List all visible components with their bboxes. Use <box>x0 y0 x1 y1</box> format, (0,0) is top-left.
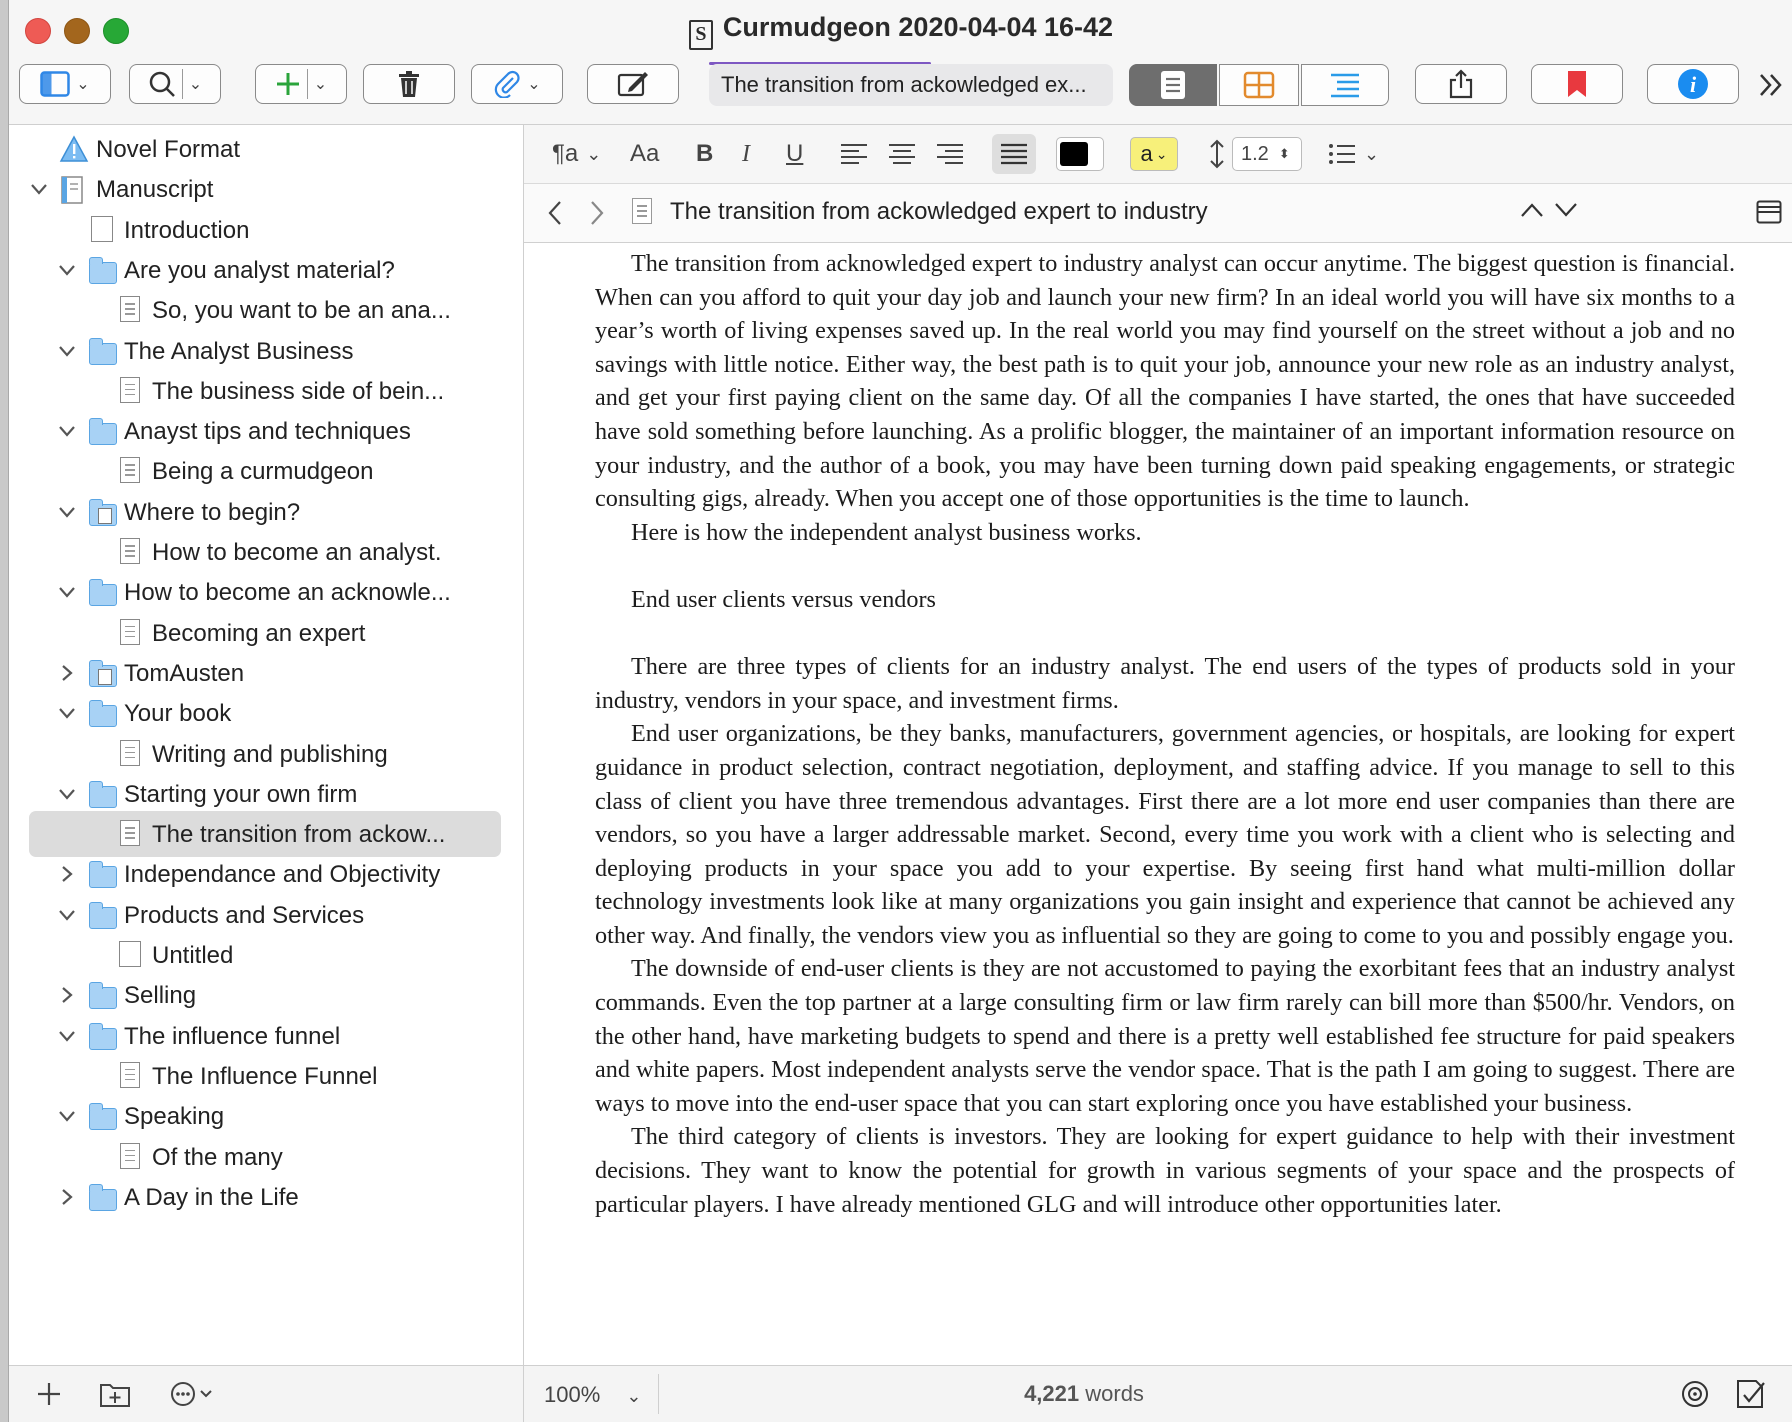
chevron-down-icon[interactable] <box>28 178 50 200</box>
binder-item[interactable] <box>9 530 523 574</box>
binder-item[interactable] <box>9 973 523 1017</box>
zoom-value: 100% <box>544 1382 601 1407</box>
align-right-button[interactable] <box>936 137 964 171</box>
binder-item-label: Products and Services <box>124 901 365 929</box>
binder-item-label: Being a curmudgeon <box>152 458 374 486</box>
add-folder-icon[interactable] <box>99 1380 131 1415</box>
blank-paragraph[interactable] <box>595 617 1735 651</box>
paragraph[interactable]: Here is how the independent analyst business works. <box>631 518 1142 546</box>
binder-item[interactable] <box>9 167 523 211</box>
folder-doc-icon <box>89 498 115 526</box>
text-doc-icon <box>117 740 143 768</box>
paragraph[interactable]: End user clients versus vendors <box>631 585 936 613</box>
binder-item[interactable] <box>9 1175 523 1219</box>
format-bar <box>524 125 1792 184</box>
folder-icon <box>89 1102 115 1130</box>
binder-item-label: Writing and publishing <box>152 740 388 768</box>
binder-item[interactable] <box>9 208 523 252</box>
chevron-right-icon <box>588 200 606 226</box>
binder-item-label: Starting your own firm <box>124 780 358 808</box>
svg-text:i: i <box>1689 72 1697 97</box>
folder-icon <box>89 780 115 808</box>
document-view-button[interactable] <box>1129 64 1217 106</box>
folder-icon <box>89 1183 115 1211</box>
project-doc-icon: S <box>689 20 713 50</box>
more-actions-icon[interactable] <box>169 1380 219 1415</box>
add-document-button[interactable] <box>255 64 347 104</box>
view-sidebar-button[interactable] <box>19 64 111 104</box>
binder-item-label: Where to begin? <box>124 498 301 526</box>
previous-document-button[interactable] <box>1520 202 1544 223</box>
binder-item[interactable] <box>9 570 523 614</box>
chevron-down-icon: ⌄ <box>188 76 203 93</box>
chevron-right-icon[interactable] <box>56 1186 78 1208</box>
binder-item-label: TomAusten <box>124 659 245 687</box>
composition-mode-button[interactable] <box>587 64 679 104</box>
window-title <box>9 12 1792 50</box>
bookmark-icon <box>1566 70 1588 98</box>
chevron-down-icon[interactable] <box>56 702 78 724</box>
binder-item-label: How to become an acknowle... <box>124 579 451 607</box>
move-to-trash-button[interactable] <box>363 64 455 104</box>
outline-icon <box>1329 71 1361 99</box>
binder-item[interactable] <box>9 449 523 493</box>
info-icon <box>1677 68 1709 100</box>
underline-button[interactable]: U <box>786 140 804 167</box>
binder-item-label: Introduction <box>124 216 250 244</box>
binder-item-label: The influence funnel <box>124 1022 341 1050</box>
bookmark-button[interactable] <box>1531 64 1623 104</box>
compose-icon <box>617 70 649 98</box>
text-doc-icon <box>117 1143 143 1171</box>
chevron-down-icon: ⌄ <box>1155 145 1168 162</box>
align-center-icon <box>888 143 916 165</box>
justify-button[interactable] <box>992 134 1036 174</box>
attachment-icon <box>493 70 521 98</box>
outline-view-button[interactable] <box>1301 64 1389 106</box>
text-doc-icon <box>117 1062 143 1090</box>
align-left-icon <box>840 143 868 165</box>
toolbar-document-title[interactable]: The transition from ackowledged ex... <box>709 64 1113 106</box>
next-document-button[interactable] <box>1554 202 1578 223</box>
chevron-up-icon <box>1520 202 1544 218</box>
separator <box>307 69 308 99</box>
folder-icon <box>89 699 115 727</box>
folder-icon <box>89 256 115 284</box>
chevron-down-icon[interactable] <box>56 581 78 603</box>
chevron-left-icon <box>546 200 564 226</box>
chevron-right-icon[interactable] <box>56 863 78 885</box>
stepper-icon[interactable]: ⬍ <box>1278 146 1290 161</box>
chevron-down-icon[interactable] <box>56 420 78 442</box>
binder-item[interactable] <box>9 1094 523 1138</box>
text-doc-icon <box>117 377 143 405</box>
chevron-down-icon: ⌄ <box>626 1386 642 1406</box>
chevron-right-icon[interactable] <box>56 984 78 1006</box>
align-right-icon <box>936 143 964 165</box>
overflow-icon <box>1757 71 1785 99</box>
checklist-icon <box>1736 1377 1766 1411</box>
binder-item[interactable] <box>9 772 523 816</box>
binder-item-label: Novel Format <box>96 136 241 163</box>
binder-sidebar <box>9 125 524 1365</box>
text-doc-icon <box>117 820 143 848</box>
chevron-down-icon[interactable] <box>56 1025 78 1047</box>
align-left-button[interactable] <box>840 137 868 171</box>
search-icon <box>148 70 176 98</box>
folder-icon <box>89 860 115 888</box>
editor-footer-bar <box>524 1365 1792 1422</box>
binder-item[interactable] <box>9 893 523 937</box>
binder-item[interactable] <box>9 1054 523 1098</box>
binder-item[interactable] <box>9 933 523 977</box>
status-toggle-button[interactable] <box>1736 1377 1766 1416</box>
folder-icon <box>89 901 115 929</box>
document-body[interactable] <box>595 247 1735 1221</box>
binder-item[interactable] <box>9 369 523 413</box>
binder-item-label: A Day in the Life <box>124 1183 299 1211</box>
binder-item[interactable] <box>9 611 523 655</box>
word-count <box>524 1381 1644 1407</box>
inspector-button[interactable] <box>1647 64 1739 104</box>
binder-item[interactable] <box>9 691 523 735</box>
binder-item-label: Anayst tips and techniques <box>124 418 411 446</box>
binder-item-label: Untitled <box>152 942 234 969</box>
chevron-down-icon <box>1554 202 1578 218</box>
binder-item-label: Speaking <box>124 1103 225 1131</box>
binder-footer <box>9 1365 524 1422</box>
binder-item[interactable] <box>9 651 523 695</box>
binder-item[interactable] <box>9 852 523 896</box>
line-spacing-field[interactable] <box>1232 137 1302 171</box>
folder-icon <box>89 337 115 365</box>
binder-item-label: Manuscript <box>96 176 214 204</box>
chevron-down-icon: ⌄ <box>586 143 602 164</box>
binder-item[interactable] <box>9 329 523 373</box>
binder-item[interactable] <box>9 732 523 776</box>
binder-item-label: Becoming an expert <box>152 619 366 647</box>
italic-button[interactable]: I <box>742 140 750 167</box>
list-style-menu[interactable] <box>1328 137 1379 171</box>
split-editor-button[interactable] <box>1756 200 1782 229</box>
chevron-down-icon[interactable] <box>56 259 78 281</box>
folder-icon <box>89 1022 115 1050</box>
folder-doc-icon <box>89 659 115 687</box>
paragraph[interactable]: The third category of clients is investors. They are looking for expert guidance to help with their investment decisions. They want to know the potential for growth in various segments of your space and the prospects of particular players. I have already mentioned GLG and will introduce other opportunities later. <box>595 1123 1735 1218</box>
share-icon <box>1448 69 1474 99</box>
binder-item[interactable] <box>9 409 523 453</box>
chevron-down-icon: ⌄ <box>1091 145 1103 162</box>
editor-header-bar <box>524 184 1792 243</box>
chevron-down-icon: ⌄ <box>527 76 541 93</box>
list-bullets-icon <box>1328 143 1356 165</box>
binder-item-label: The Analyst Business <box>124 337 354 365</box>
blank-doc-icon <box>117 941 143 969</box>
document-view-icon <box>1159 70 1187 100</box>
add-item-icon[interactable] <box>35 1380 63 1415</box>
text-doc-icon <box>117 619 143 647</box>
folder-icon <box>89 981 115 1009</box>
binder-item-label: So, you want to be an ana... <box>152 297 451 325</box>
targets-button[interactable] <box>1680 1379 1710 1414</box>
target-icon <box>1680 1379 1710 1409</box>
add-icon <box>275 71 301 97</box>
line-spacing-value: 1.2 <box>1241 142 1269 165</box>
chevron-down-icon[interactable] <box>56 904 78 926</box>
binder-item[interactable] <box>9 1135 523 1179</box>
text-doc-icon <box>117 538 143 566</box>
binder-item-label: How to become an analyst. <box>152 539 442 566</box>
binder-item[interactable] <box>9 490 523 534</box>
binder-item[interactable] <box>9 248 523 292</box>
attachment-button[interactable] <box>471 64 563 104</box>
binder-item-label: Of the many <box>152 1143 283 1171</box>
chevron-down-icon[interactable] <box>56 1105 78 1127</box>
chevron-down-icon: ⌄ <box>313 76 328 93</box>
corkboard-icon <box>1243 71 1275 99</box>
separator <box>182 69 183 99</box>
word-count-unit: words <box>1085 1381 1144 1406</box>
navigate-back-button[interactable] <box>546 200 564 231</box>
window-title-text: Curmudgeon 2020-04-04 16-42 <box>722 12 1114 42</box>
line-spacing-icon <box>1208 137 1226 171</box>
text-color-picker[interactable] <box>1056 137 1104 171</box>
manuscript-icon <box>59 175 85 203</box>
word-count-value: 4,221 <box>1024 1381 1080 1406</box>
folder-icon <box>89 578 115 606</box>
binder-item[interactable] <box>9 812 523 856</box>
text-editor[interactable] <box>524 243 1792 1365</box>
paragraph[interactable]: The transition from acknowledged expert to industry analyst can occur anytime. The biggest question is financial. When can you afford to quit your day job and launch your new firm? In an ideal world you will have six months to a year’s worth of living expenses saved up. In the real world you may find yourself on the street without a job and no savings with little notice. Either way, the best path is to quit your job, announce your new role as an industry analyst, and get your first paying client on the same day. Of all the companies I have started, the ones that have succeeded have sold something before launching. As a prolific blogger, the maintainer of an important information resource on your industry, and the author of a book, you may have been turning down paid speaking engagements, or strategic consulting gigs, already. When you accept one of those opportunities is the time to launch. <box>595 250 1735 513</box>
binder-item[interactable] <box>9 1014 523 1058</box>
binder-item-label: The Influence Funnel <box>152 1062 378 1090</box>
chevron-right-icon[interactable] <box>56 662 78 684</box>
paragraph[interactable]: The downside of end-user clients is they are not accustomed to paying the exorbitant fees that an industry analyst commands. Even the top partner at a large consulting firm or law firm rarely can bill more than $500/hr. Vendors, on the other hand, have marketing budgets to spend and there is a pretty well established fee structure for paid speakers and white papers. Most independent analysts serve the vendor space. That is the path I am going to suggest. There are ways to move into the end-user space that you can start exploring once you have established your business. <box>595 955 1735 1117</box>
blank-doc-icon <box>89 216 115 244</box>
warning-icon <box>59 135 85 163</box>
toolbar-overflow-button[interactable] <box>1753 68 1789 102</box>
chevron-down-icon[interactable] <box>56 340 78 362</box>
title-bar <box>9 0 1792 125</box>
header-doc-icon <box>632 198 652 224</box>
chevron-down-icon: ⌄ <box>1364 143 1380 164</box>
chevron-down-icon: ⌄ <box>76 76 90 93</box>
search-button[interactable] <box>129 64 221 104</box>
binder-item-label: Selling <box>124 982 197 1010</box>
binder-item-label: The business side of bein... <box>152 377 445 405</box>
binder-item[interactable] <box>9 288 523 332</box>
chevron-down-icon[interactable] <box>56 783 78 805</box>
paragraph[interactable]: End user organizations, be they banks, manufacturers, government agencies, or hospitals, are looking for expert guidance in product selection, contract negotiation, deployment, and staffing advice. If you manage to sell to this class of client you have three tremendous advantages. First there are a lot more end user companies than there are vendors, so you have a larger addressable market. Second, every time you work with a client who is selecting and deploying products in your space you add to your expertise. By seeing first hand what multi-million dollar technology investments look like at many organizations you gain insight and experience that cannot be achieved any other way. And finally, the vendors view you as influential so they are going to come to you and possibly engage you. <box>595 720 1735 949</box>
bold-button[interactable]: B <box>696 140 714 167</box>
binder-item[interactable] <box>9 127 523 171</box>
binder-item-label: The transition from ackow... <box>152 821 446 849</box>
paragraph-style-icon: ¶a <box>552 140 579 167</box>
share-button[interactable] <box>1415 64 1507 104</box>
paragraph[interactable]: There are three types of clients for an industry analyst. The end users of the types of products sold in your industry, vendors in your space, and investment firms. <box>595 653 1735 714</box>
corkboard-view-button[interactable] <box>1219 64 1299 106</box>
font-button[interactable]: Aa <box>630 140 660 167</box>
text-color-swatch <box>1060 142 1088 166</box>
binder-item-label: Your book <box>124 700 232 728</box>
header-document-title[interactable]: The transition from ackowledged expert to industry <box>670 198 1208 225</box>
highlight-color-picker[interactable] <box>1130 137 1178 171</box>
align-center-button[interactable] <box>888 137 916 171</box>
binder-item-label: Independance and Objectivity <box>124 861 441 889</box>
trash-icon <box>396 70 422 98</box>
text-doc-icon <box>117 296 143 324</box>
app-window <box>8 0 1792 1422</box>
chevron-down-icon[interactable] <box>56 501 78 523</box>
highlight-label: a <box>1140 141 1153 166</box>
navigate-forward-button[interactable] <box>588 200 606 231</box>
desktop-backdrop <box>0 0 8 1422</box>
folder-icon <box>89 417 115 445</box>
blank-paragraph[interactable] <box>595 549 1735 583</box>
split-view-icon <box>1756 200 1782 224</box>
paragraph-style-menu[interactable] <box>552 137 601 171</box>
binder-item-label: Are you analyst material? <box>124 256 395 284</box>
sidebar-icon <box>40 71 70 97</box>
justify-icon <box>1000 143 1028 165</box>
text-doc-icon <box>117 457 143 485</box>
